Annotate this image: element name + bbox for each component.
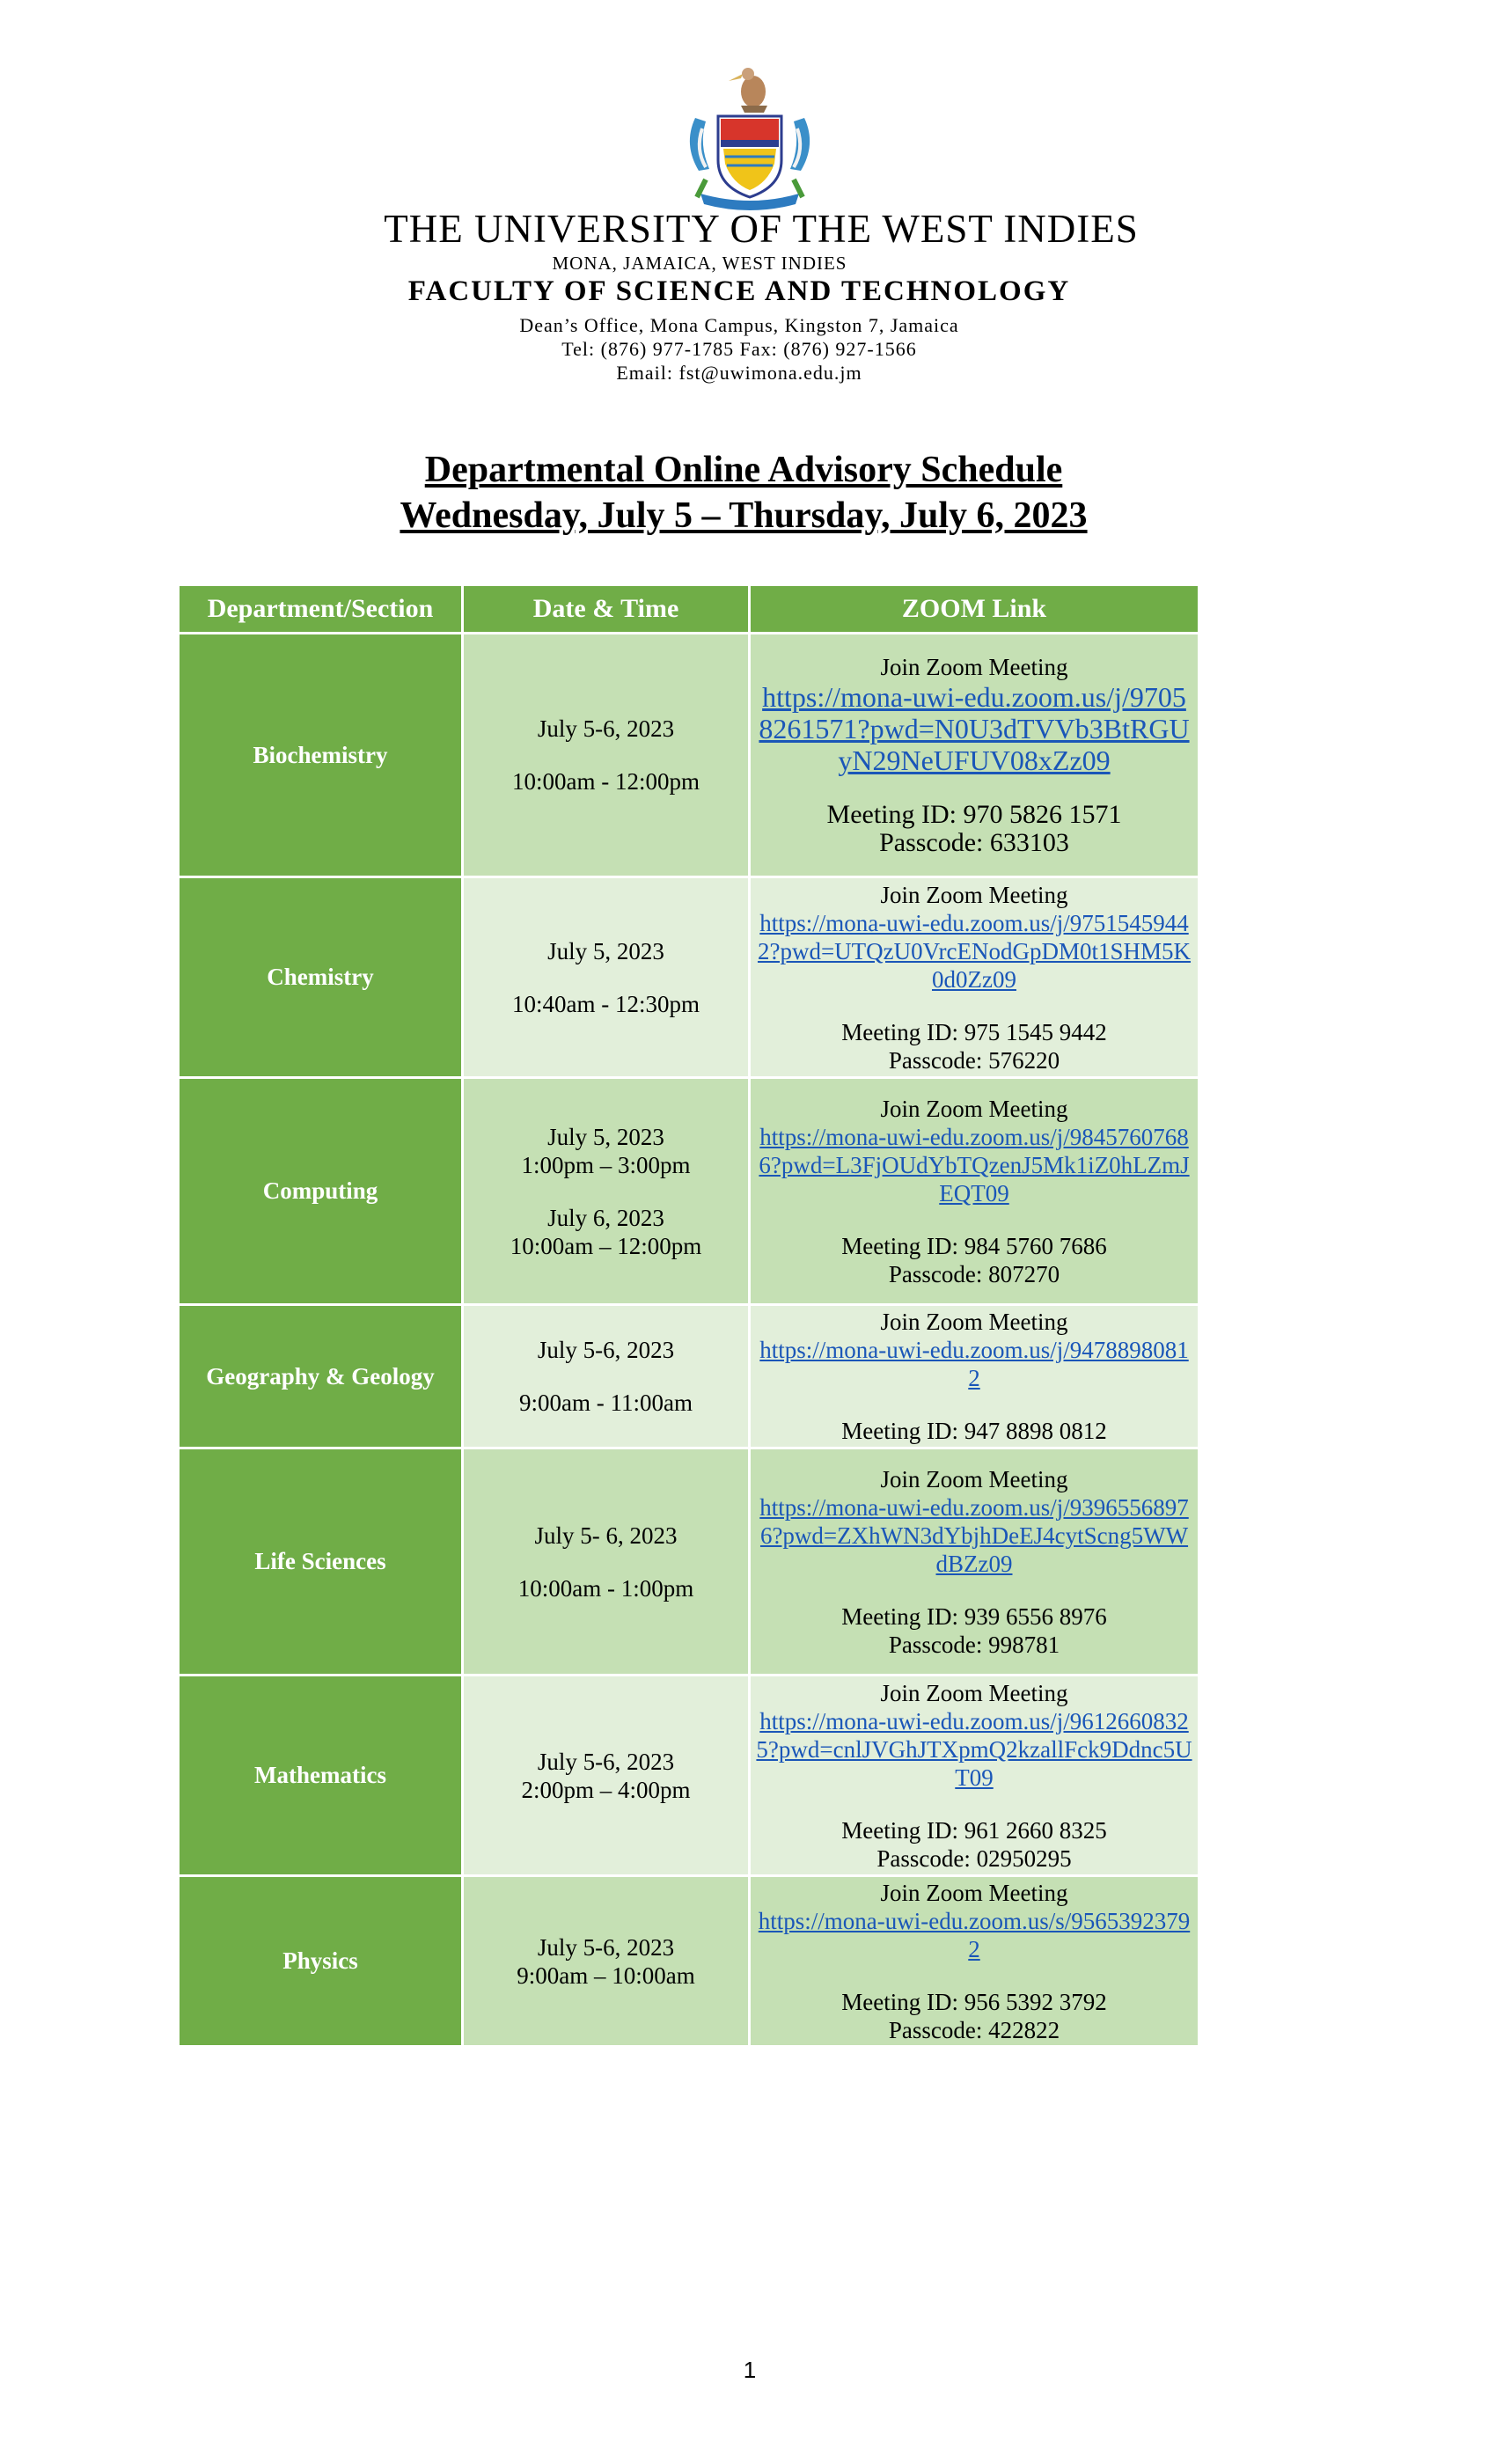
join-zoom-label: Join Zoom Meeting bbox=[880, 1095, 1068, 1122]
meeting-id-text: Meeting ID: 961 2660 8325 bbox=[841, 1816, 1107, 1844]
zoom-cell bbox=[750, 1078, 1199, 1305]
zoom-cell bbox=[750, 1448, 1199, 1676]
meeting-id-text: Meeting ID: 984 5760 7686 bbox=[841, 1232, 1107, 1259]
department-cell: Physics bbox=[179, 1876, 463, 2047]
schedule-title: Departmental Online Advisory Schedule bbox=[424, 450, 1063, 490]
passcode-text: Passcode: 633103 bbox=[879, 828, 1069, 857]
time-text: 9:00am – 10:00am bbox=[517, 1962, 695, 1989]
zoom-cell bbox=[750, 634, 1199, 877]
zoom-cell bbox=[750, 1676, 1199, 1876]
join-zoom-label: Join Zoom Meeting bbox=[880, 1679, 1068, 1706]
university-name: THE UNIVERSITY OF THE WEST INDIES bbox=[384, 207, 1139, 251]
university-location: MONA, JAMAICA, WEST INDIES bbox=[552, 253, 847, 274]
date-time-cell bbox=[463, 1676, 750, 1876]
time-text: 10:40am - 12:30pm bbox=[512, 990, 700, 1017]
table-header-row bbox=[179, 585, 1199, 634]
date-time-cell bbox=[463, 1448, 750, 1676]
table-row bbox=[179, 1078, 1199, 1305]
university-crest-logo bbox=[679, 65, 820, 215]
date-text: July 5-6, 2023 bbox=[537, 1748, 675, 1775]
date-text: July 5-6, 2023 bbox=[537, 1337, 675, 1363]
time-text: 10:00am - 12:00pm bbox=[512, 768, 700, 795]
faculty-phone: Tel: (876) 977-1785 Fax: (876) 927-1566 bbox=[561, 338, 917, 360]
date-text: July 5, 2023 bbox=[547, 937, 664, 964]
time-text: 9:00am - 11:00am bbox=[519, 1390, 693, 1416]
department-cell: Chemistry bbox=[179, 877, 463, 1078]
join-zoom-label: Join Zoom Meeting bbox=[880, 654, 1068, 680]
table-row bbox=[179, 1305, 1199, 1448]
page-number: 1 bbox=[743, 2357, 757, 2383]
date-text: July 5-6, 2023 bbox=[537, 715, 675, 742]
zoom-meeting-link[interactable]: https://mona-uwi-edu.zoom.us/j/94788980812 bbox=[759, 1337, 1189, 1391]
time-text: 10:00am – 12:00pm bbox=[510, 1232, 702, 1259]
date-time-cell bbox=[463, 877, 750, 1078]
zoom-meeting-link[interactable]: https://mona-uwi-edu.zoom.us/j/97058261571?pwd=N0U3dTVVb3BtRGUyN29NeUFUV08xZz09 bbox=[759, 681, 1190, 776]
date-time-cell bbox=[463, 1305, 750, 1448]
meeting-id-text: Meeting ID: 956 5392 3792 bbox=[841, 1988, 1107, 2015]
zoom-meeting-link[interactable]: https://mona-uwi-edu.zoom.us/j/97515459442?pwd=UTQzU0VrcENodGpDM0t1SHM5K0d0Zz09 bbox=[757, 909, 1192, 993]
column-header-date-time: Date & Time bbox=[463, 585, 750, 634]
time-text: 10:00am - 1:00pm bbox=[517, 1574, 694, 1602]
table-row bbox=[179, 1676, 1199, 1876]
date-text: July 5, 2023 bbox=[547, 1123, 664, 1150]
date-text: July 6, 2023 bbox=[547, 1204, 664, 1231]
column-header-department: Department/Section bbox=[179, 585, 463, 634]
zoom-cell bbox=[750, 877, 1199, 1078]
meeting-id-text: Meeting ID: 947 8898 0812 bbox=[841, 1418, 1107, 1444]
column-header-zoom-link: ZOOM Link bbox=[750, 585, 1199, 634]
table-row bbox=[179, 877, 1199, 1078]
zoom-cell bbox=[750, 1876, 1199, 2047]
department-cell: Geography & Geology bbox=[179, 1305, 463, 1448]
zoom-meeting-link[interactable]: https://mona-uwi-edu.zoom.us/s/95653923792 bbox=[758, 1907, 1191, 1962]
department-cell: Computing bbox=[179, 1078, 463, 1305]
table-row bbox=[179, 1448, 1199, 1676]
meeting-id-text: Meeting ID: 939 6556 8976 bbox=[841, 1602, 1107, 1630]
zoom-meeting-link[interactable]: https://mona-uwi-edu.zoom.us/j/96126608325?pwd=cnlJVGhJTXpmQ2kzallFck9Ddnc5UT09 bbox=[756, 1707, 1192, 1791]
passcode-text: Passcode: 998781 bbox=[888, 1631, 1060, 1658]
table-row bbox=[179, 1876, 1199, 2047]
join-zoom-label: Join Zoom Meeting bbox=[880, 1309, 1068, 1335]
faculty-name: FACULTY OF SCIENCE AND TECHNOLOGY bbox=[407, 275, 1071, 307]
schedule-date-range: Wednesday, July 5 – Thursday, July 6, 2023 bbox=[400, 495, 1088, 536]
join-zoom-label: Join Zoom Meeting bbox=[880, 1465, 1068, 1492]
join-zoom-label: Join Zoom Meeting bbox=[880, 881, 1068, 908]
table-row bbox=[179, 634, 1199, 877]
zoom-meeting-link[interactable]: https://mona-uwi-edu.zoom.us/j/98457607686?pwd=L3FjOUdYbTQzenJ5Mk1iZ0hLZmJEQT09 bbox=[759, 1123, 1190, 1206]
faculty-email: Email: fst@uwimona.edu.jm bbox=[616, 362, 862, 384]
advisory-schedule-table bbox=[177, 583, 1200, 2048]
time-text: 1:00pm – 3:00pm bbox=[521, 1151, 691, 1178]
date-time-cell bbox=[463, 1876, 750, 2047]
date-time-cell bbox=[463, 634, 750, 877]
date-time-cell bbox=[463, 1078, 750, 1305]
passcode-text: Passcode: 422822 bbox=[888, 2016, 1060, 2043]
department-cell: Life Sciences bbox=[179, 1448, 463, 1676]
zoom-cell bbox=[750, 1305, 1199, 1448]
join-zoom-label: Join Zoom Meeting bbox=[880, 1879, 1068, 1906]
zoom-meeting-link[interactable]: https://mona-uwi-edu.zoom.us/j/93965568976?pwd=ZXhWN3dYbjhDeEJ4cytScng5WWdBZz09 bbox=[759, 1493, 1189, 1577]
time-text: 2:00pm – 4:00pm bbox=[521, 1776, 691, 1803]
faculty-address: Dean’s Office, Mona Campus, Kingston 7, Jamaica bbox=[519, 314, 959, 336]
passcode-text: Passcode: 02950295 bbox=[876, 1844, 1072, 1872]
department-cell: Mathematics bbox=[179, 1676, 463, 1876]
department-cell: Biochemistry bbox=[179, 634, 463, 877]
date-text: July 5-6, 2023 bbox=[537, 1933, 675, 1961]
passcode-text: Passcode: 807270 bbox=[888, 1260, 1060, 1287]
passcode-text: Passcode: 576220 bbox=[888, 1046, 1060, 1074]
date-text: July 5- 6, 2023 bbox=[534, 1522, 678, 1549]
meeting-id-text: Meeting ID: 975 1545 9442 bbox=[841, 1018, 1107, 1045]
meeting-id-text: Meeting ID: 970 5826 1571 bbox=[826, 800, 1122, 829]
